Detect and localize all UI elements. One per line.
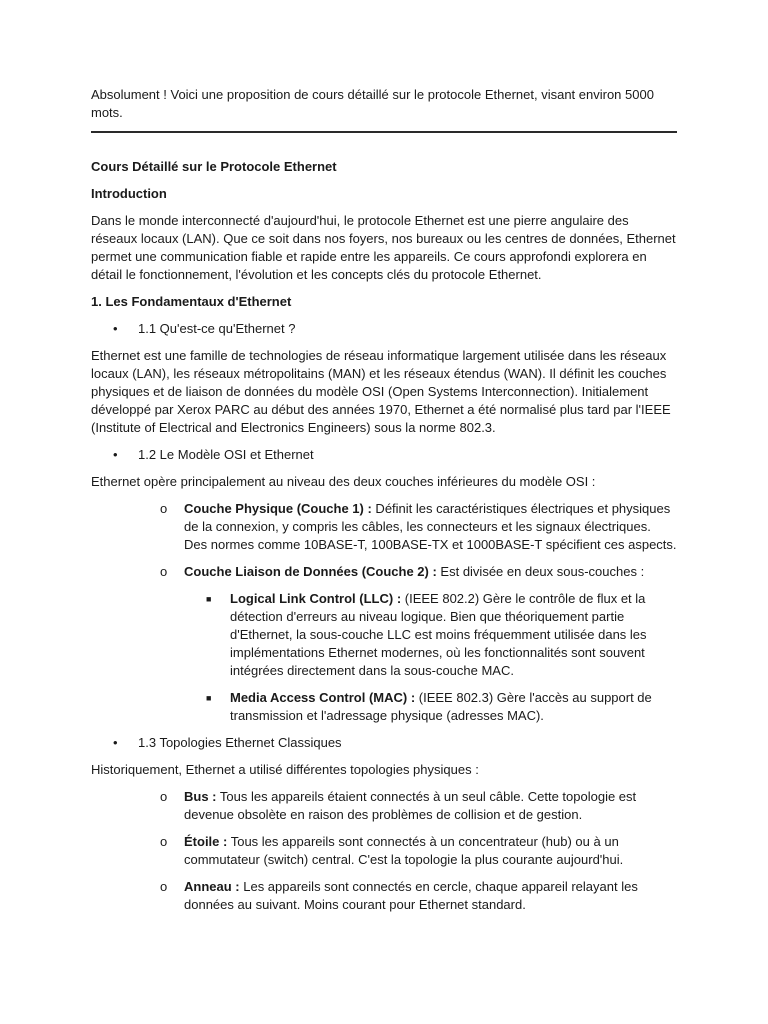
- section-1-heading: 1. Les Fondamentaux d'Ethernet: [91, 294, 292, 309]
- couche-physique-text: Définit les caractéristiques électriques et physiques de la connexion, y compris les câbles, les connecteurs et les signaux électriques. Des normes comme 10BASE-T, 100BASE-TX et 1000BASE-T spécifient ces aspects.: [184, 501, 677, 552]
- list-item-couche-physique: [91, 500, 677, 554]
- bullet-1-3: [91, 734, 677, 752]
- square-marker: ■: [206, 693, 212, 703]
- bus-text: Tous les appareils étaient connectés à un seul câble. Cette topologie est devenue obsolète en raison des problèmes de collision et de gestion.: [184, 789, 637, 822]
- paragraph-1-2: Ethernet opère principalement au niveau des deux couches inférieures du modèle OSI :: [91, 474, 596, 489]
- bullet-1-1: [91, 320, 677, 338]
- anneau-text: Les appareils sont connectés en cercle, chaque appareil relayant les données au suivant. Moins courant pour Ethernet standard.: [184, 879, 638, 912]
- circle-marker: o: [160, 834, 168, 849]
- circle-marker: o: [160, 564, 168, 579]
- paragraph-1-3: Historiquement, Ethernet a utilisé différentes topologies physiques :: [91, 762, 479, 777]
- bus-term: Bus :: [184, 789, 217, 804]
- circle-marker: o: [160, 501, 168, 516]
- etoile-text: Tous les appareils sont connectés à un concentrateur (hub) ou à un commutateur (switch) central. C'est la topologie la plus courante aujourd'hui.: [184, 834, 624, 867]
- introduction-paragraph: Dans le monde interconnecté d'aujourd'hui, le protocole Ethernet est une pierre angulaire des réseaux locaux (LAN). Que ce soit dans nos foyers, nos bureaux ou les centres de données, Ethernet permet une communication fiable et rapide entre les appareils. Ce cours approfondi explorera en détail le fonctionnement, l'évolution et les concepts clés du protocole Ethernet.: [91, 213, 676, 282]
- bullet-marker: •: [113, 321, 118, 336]
- list-item-anneau: [91, 878, 677, 914]
- bullet-marker: •: [113, 447, 118, 462]
- couche-liaison-text: Est divisée en deux sous-couches :: [436, 564, 645, 579]
- list-item-etoile: [91, 833, 677, 869]
- list-item-bus: [91, 788, 677, 824]
- paragraph-1-1: Ethernet est une famille de technologies de réseau informatique largement utilisée dans les réseaux locaux (LAN), les réseaux métropolitains (MAN) et les réseaux étendus (WAN). Il définit les couches physiques et de liaison de données du modèle OSI (Open Systems Interconnection). Initialement développé par Xerox PARC au début des années 1970, Ethernet a été normalisé plus tard par l'IEEE (Institute of Electrical and Electronics Engineers) sous la norme 802.3.: [91, 348, 671, 435]
- introduction-heading: Introduction: [91, 186, 167, 201]
- circle-marker: o: [160, 789, 168, 804]
- document-title: Cours Détaillé sur le Protocole Ethernet: [91, 159, 337, 174]
- intro-line: Absolument ! Voici une proposition de cours détaillé sur le protocole Ethernet, visant environ 5000 mots.: [91, 87, 654, 120]
- llc-text: (IEEE 802.2) Gère le contrôle de flux et la détection d'erreurs au niveau logique. Bien que théoriquement partie d'Ethernet, la sous-couche LLC est moins fréquemment utilisée dans les implémentations Ethernet modernes, où les fonctionnalités sont souvent intégrées directement dans la sous-couche MAC.: [230, 591, 647, 678]
- couche-liaison-term: Couche Liaison de Données (Couche 2) :: [184, 564, 437, 579]
- horizontal-rule: [91, 131, 677, 133]
- bullet-1-3-label: 1.3 Topologies Ethernet Classiques: [138, 735, 342, 750]
- list-item-llc: [91, 590, 677, 680]
- square-marker: ■: [206, 594, 212, 604]
- list-item-mac: [91, 689, 677, 725]
- list-item-couche-liaison: [91, 563, 677, 581]
- bullet-1-2-label: 1.2 Le Modèle OSI et Ethernet: [138, 447, 314, 462]
- mac-term: Media Access Control (MAC) :: [230, 690, 416, 705]
- etoile-term: Étoile :: [184, 834, 228, 849]
- anneau-term: Anneau :: [184, 879, 240, 894]
- bullet-1-2: [91, 446, 677, 464]
- bullet-marker: •: [113, 735, 118, 750]
- couche-physique-term: Couche Physique (Couche 1) :: [184, 501, 372, 516]
- document-page: [91, 86, 677, 923]
- bullet-1-1-label: 1.1 Qu'est-ce qu'Ethernet ?: [138, 321, 296, 336]
- llc-term: Logical Link Control (LLC) :: [230, 591, 402, 606]
- mac-text: (IEEE 802.3) Gère l'accès au support de transmission et l'adressage physique (adresses MAC).: [230, 690, 652, 723]
- circle-marker: o: [160, 879, 168, 894]
